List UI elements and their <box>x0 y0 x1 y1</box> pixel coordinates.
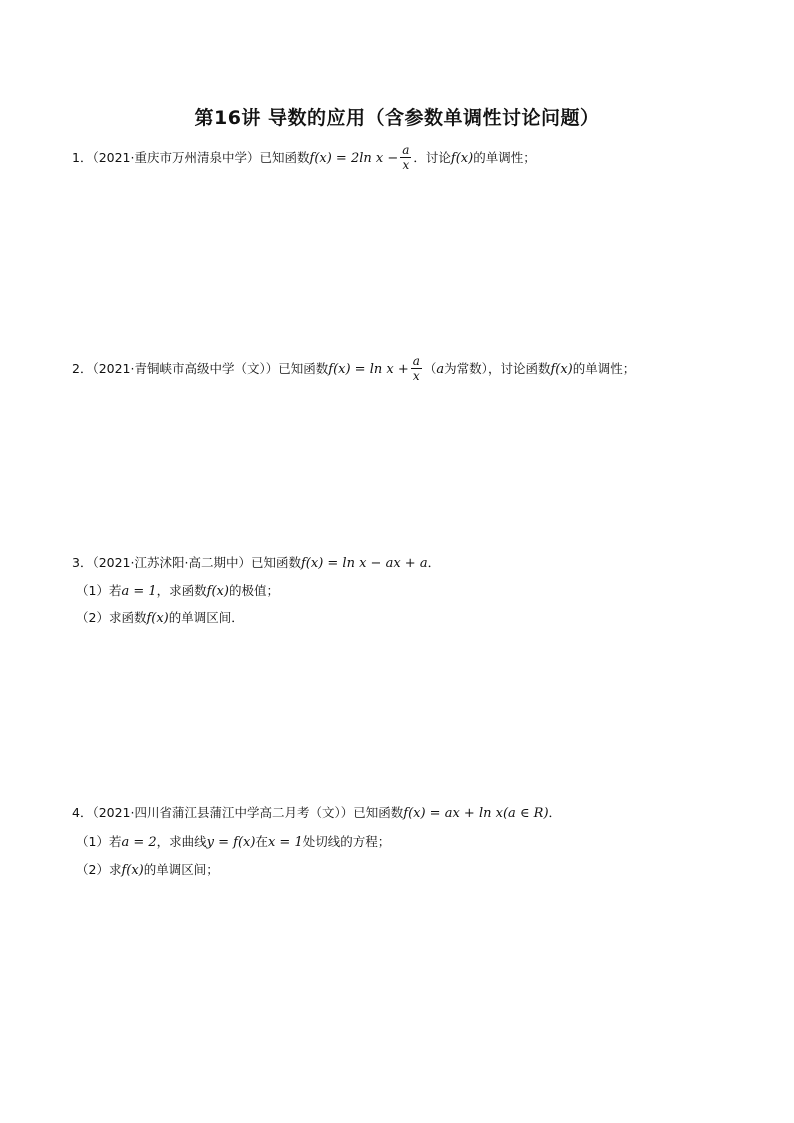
part-label: （1）若 <box>76 834 122 849</box>
question-3-part-1 <box>76 581 279 602</box>
question-source: （2021·重庆市万州清泉中学） <box>92 150 260 165</box>
question-4 <box>72 803 561 824</box>
part-label: （1）若 <box>76 583 122 598</box>
question-lead: 已知函数 <box>278 361 329 376</box>
question-connector: ，讨论函数 <box>487 361 551 376</box>
question-3 <box>72 553 440 574</box>
function-symbol: f(x) <box>146 611 169 626</box>
part-label: （2）求 <box>76 862 122 877</box>
page-title: 第16讲 导数的应用（含参数单调性讨论问题） <box>194 107 600 129</box>
question-lead: 已知函数 <box>250 555 301 570</box>
parameter-note: 为常数） <box>444 361 488 376</box>
question-lead: 已知函数 <box>259 150 310 165</box>
fraction-denominator: x <box>412 369 420 383</box>
question-4-part-1 <box>76 832 390 853</box>
condition: a = 1 <box>121 584 157 599</box>
function-expression: f(x) = 2ln x − <box>309 151 399 166</box>
fraction-denominator: x <box>402 158 410 172</box>
part-mid: ，求曲线 <box>156 834 207 849</box>
question-number: 3． <box>72 555 93 570</box>
curve-expression: y = f(x) <box>206 835 256 850</box>
question-2 <box>72 355 635 384</box>
function-symbol: f(x) <box>206 584 229 599</box>
question-connector: ．讨论 <box>413 150 451 165</box>
fraction <box>400 143 411 172</box>
question-end: ． <box>548 805 562 820</box>
part-tail: 处切线的方程； <box>302 834 391 849</box>
condition: a = 2 <box>121 835 157 850</box>
part-tail: 的单调区间； <box>143 862 219 877</box>
question-lead: 已知函数 <box>353 805 404 820</box>
question-number: 1． <box>72 150 93 165</box>
question-3-part-2 <box>76 608 244 629</box>
function-expression: f(x) = ax + ln x(a ∈ R) <box>403 806 549 821</box>
function-expression: f(x) = ln x − ax + a <box>300 556 428 571</box>
paren-open: （ <box>423 361 437 376</box>
fraction-numerator: a <box>402 143 410 157</box>
question-source: （2021·青铜峡市高级中学（文）） <box>92 361 279 376</box>
part-tail: 的单调区间． <box>168 610 244 625</box>
question-source: （2021·四川省蒲江县蒲江中学高二月考（文）） <box>92 805 354 820</box>
question-source: （2021·江苏沭阳·高二期中） <box>92 555 251 570</box>
fraction <box>411 354 422 383</box>
fraction-numerator: a <box>412 354 420 368</box>
question-4-part-2 <box>76 860 219 881</box>
part-mid: ，求函数 <box>156 583 207 598</box>
question-tail: 的单调性； <box>473 150 536 165</box>
question-1 <box>72 144 536 173</box>
question-tail: 的单调性； <box>572 361 636 376</box>
question-end: ． <box>427 555 441 570</box>
function-symbol: f(x) <box>550 362 573 377</box>
part-at: 在 <box>255 834 268 849</box>
parameter-symbol: a <box>436 362 445 377</box>
function-symbol: f(x) <box>121 863 144 878</box>
function-symbol: f(x) <box>450 151 474 166</box>
function-expression: f(x) = ln x + <box>328 362 409 377</box>
part-tail: 的极值； <box>228 583 279 598</box>
part-label: （2）求函数 <box>76 610 147 625</box>
question-number: 2． <box>72 361 93 376</box>
question-number: 4． <box>72 805 93 820</box>
point-condition: x = 1 <box>267 835 303 850</box>
